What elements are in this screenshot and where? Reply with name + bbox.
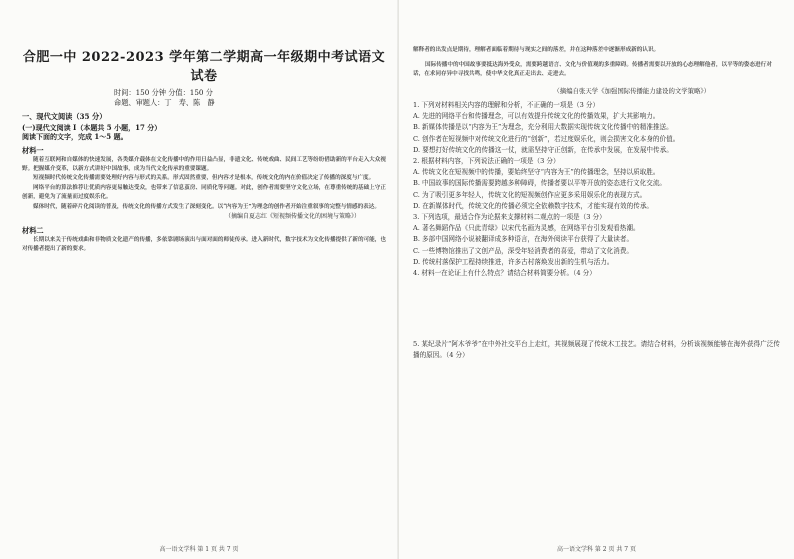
material1-paragraph: 随着互联网和自媒体的快速发展，各类媒介载体在文化传播中的作用日益凸显，非遗文化、传统戏曲、民间工艺等纷纷借助新的平台走入大众视野。把握媒介变革，以新方式讲好中国故事，成为当代文化传承的重要课题。	[22, 156, 386, 172]
question-3-option: B. 多部中国网络小说被翻译成多种语言，在海外阅读平台获得了大量读者。	[413, 235, 634, 244]
material2-paragraph: 国际传播中的中国故事要抵达海外受众，需要跨越语言、文化与价值观的多重障碍。传播者需要以开放的心态理解他者，以平等的姿态进行对话，在求同存异中寻找共鸣，使中华文化真正走出去、走进去。	[413, 61, 772, 77]
material2-label: 材料二	[22, 225, 44, 235]
material1-label: 材料一	[22, 145, 44, 155]
material2-paragraph: 长期以来关于传统戏曲和非物质文化遗产的传播，多依靠剧场演出与面对面的师徒传承。进入新时代，数字技术为文化传播提供了新的可能，也对传播者提出了新的要求。	[22, 236, 386, 253]
question-1: 1. 下列对材料相关内容的理解和分析，不正确的一项是（3 分）	[413, 101, 600, 109]
exam-title: 合肥一中 2022-2023 学年第二学期高一年级期中考试语文试卷	[22, 50, 386, 84]
question-4: 4. 材料一在论证上有什么特点？请结合材料简要分析。（4 分）	[413, 269, 596, 278]
subsection-heading: (一)现代文阅读 I（本题共 5 小题，17 分）	[22, 122, 162, 132]
material1-paragraph: 网络平台的算法推荐让优质内容更易触达受众，也带来了信息茧房、同质化等问题。对此，创作者需要坚守文化立场，在尊重传统的基础上守正创新，避免为了流量而过度娱乐化。	[22, 184, 386, 201]
material1-paragraph: 短视频时代传统文化传播需要处理好内容与形式的关系。形式固然重要，但内容才是根本，传统文化的内在价值决定了传播的深度与广度。	[33, 175, 375, 182]
section-heading: 一、现代文阅读（35 分）	[22, 112, 107, 121]
material2-source: （摘编自张天学《加强国际传播能力建设的文学策略》）	[553, 87, 710, 95]
answer-space	[413, 279, 780, 339]
question-3-option: D. 传统村落保护工程持续推进，许多古村落焕发出新的生机与活力。	[413, 257, 614, 266]
page-right	[398, 0, 794, 559]
question-1-option: B. 新媒体传播是以“内容为王”为理念，充分利用大数据实现传统文化传播中的精准推送。	[413, 123, 673, 132]
question-3-option: A. 著名舞蹈作品《只此青绿》以宋代名画为灵感，在网络平台引发观看热潮。	[413, 224, 640, 233]
question-2-option: A. 传统文化在短视频中的传播，要始终坚守“内容为王”的传播理念，坚持以质取胜。	[413, 168, 660, 177]
page-footer-right: 高一语文学科 第 2 页 共 7 页	[556, 546, 637, 553]
question-2-option: C. 为了吸引更多年轻人，传统文化的短视频创作应更多采用娱乐化的表现方式。	[413, 190, 647, 199]
exam-meta-authors: 命题、审题人：丁 寿、陈 静	[114, 98, 215, 107]
exam-meta-time: 时间：150 分钟 分值：150 分	[114, 88, 213, 97]
material1-paragraph: 媒体时代，随着碎片化阅读的普及，传统文化的传播方式发生了深刻变化。以“内容为王”为理念的创作者开始注重叙事的完整与情感的表达。	[33, 203, 380, 210]
question-2-option: D. 在新媒体时代，传统文化的传播必须完全依赖数字技术，才能实现有效的传承。	[413, 201, 654, 210]
question-2: 2. 根据材料内容，下列说法正确的一项是（3 分）	[413, 157, 560, 166]
question-1-option: C. 创作者在短视频中对传统文化进行的“创新”，若过度娱乐化，则会损害文化本身的价值。	[413, 134, 680, 143]
instructions: 阅读下面的文字，完成 1～5 题。	[22, 132, 128, 141]
question-1-option: D. 要想打好传统文化的传播这一仗，就需坚持守正创新，在传承中发展，在发展中传承。	[413, 145, 673, 154]
question-3-option: C. 一些博物馆推出了文创产品，深受年轻消费者的喜爱，带动了文化消费。	[413, 246, 634, 255]
material1-source: （摘编自夏志红《短视频传播文化的困境与策略》）	[224, 212, 360, 220]
question-1-option: A. 先进的网络平台和传播理念，可以有效提升传统文化的传播效果，扩大其影响力。	[413, 112, 660, 121]
page-footer-left: 高一语文学科 第 1 页 共 7 页	[159, 546, 239, 553]
question-3: 3. 下列选项，最适合作为论据来支撑材料二观点的一项是（3 分）	[413, 213, 606, 222]
question-2-option: B. 中国故事的国际传播需要跨越多种障碍，传播者要以平等开放的姿态进行文化交流。	[413, 179, 667, 188]
material2-continued: 解释者的出发点是期待，理解者面临着期待与现实之间的落差，并在这种落差中逐渐形成新的认识。	[413, 46, 660, 53]
question-5: 5. 某纪录片“阿木爷爷”在中外社交平台上走红，其视频展现了传统木工技艺。请结合材料，分析该视频能够在海外获得广泛传播的原因。（4 分）	[413, 340, 780, 360]
